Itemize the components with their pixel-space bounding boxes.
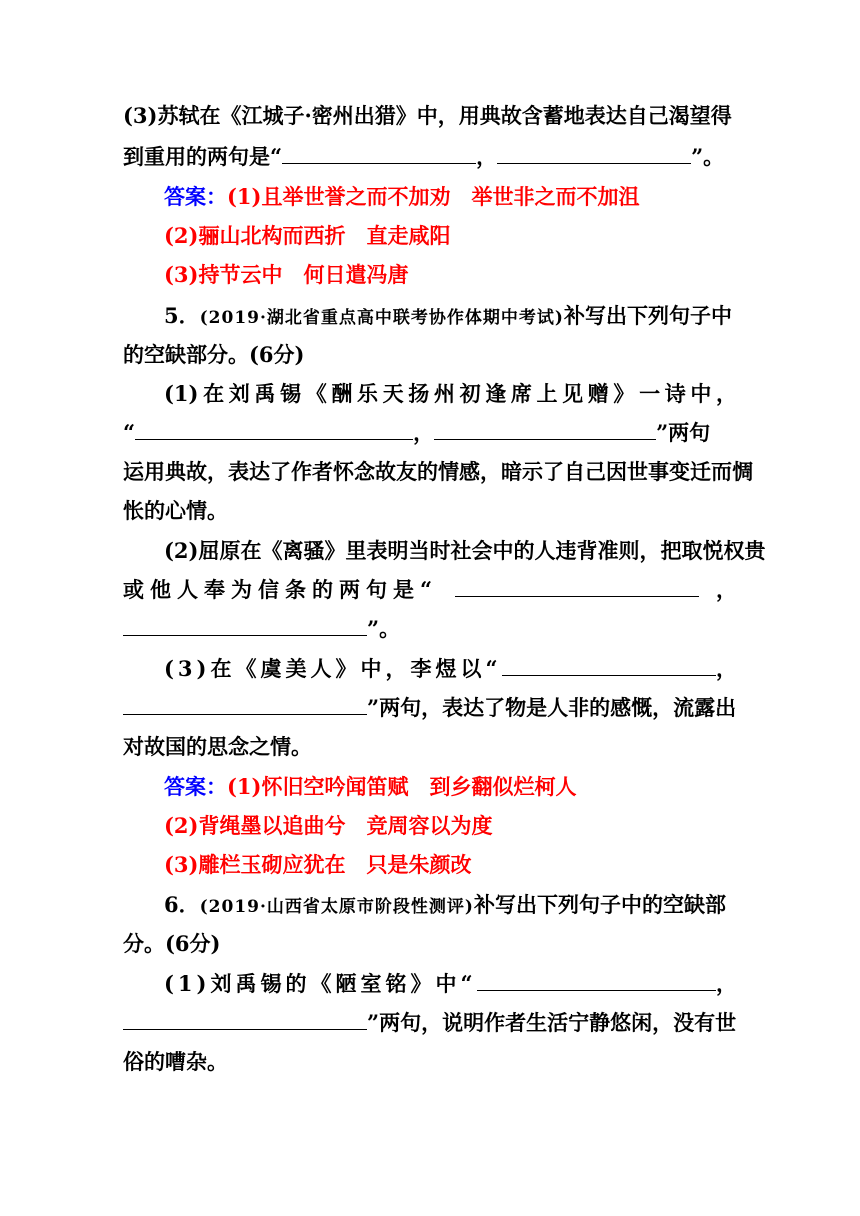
q6-item1-line3: 俗的嘈杂。 xyxy=(123,1049,228,1074)
question-source: (2019·湖北省重点高中联考协作体期中考试) xyxy=(199,308,564,328)
q6-item1-line1 xyxy=(164,964,737,1004)
q5-item3-line2 xyxy=(123,688,737,728)
text: 或他人奉为信条的两句是“ xyxy=(123,577,439,602)
question-number: 5． xyxy=(164,303,200,328)
text: ”两句，说明作者生活宁静悠闲，没有世 xyxy=(367,1010,737,1035)
text: ”。 xyxy=(367,616,401,641)
question-source: (2019·山西省太原市阶段性测评) xyxy=(199,897,474,917)
q4-item3-line1: (3)苏轼在《江城子·密州出猎》中，用典故含蓄地表达自己渴望得 xyxy=(123,103,732,128)
q5-item1-line1: (1)在刘禹锡《酬乐天扬州初逢席上见赠》一诗中， xyxy=(164,381,737,406)
text: “ xyxy=(123,420,136,445)
answer4-line1 xyxy=(164,177,778,217)
text: ， xyxy=(716,656,737,681)
q5-item1-line2 xyxy=(123,413,737,453)
text: (1)刘禹锡的《陋室铭》中“ xyxy=(164,971,477,996)
answer5-line3: (3)雕栏玉砌应犹在 只是朱颜改 xyxy=(164,852,472,877)
answer-blank[interactable] xyxy=(455,574,699,597)
text: ， xyxy=(413,420,435,445)
q5-item3-line3: 对故国的思念之情。 xyxy=(123,734,312,759)
text: ， xyxy=(476,144,498,169)
q5-item1-line3: 运用典故，表达了作者怀念故友的情感，暗示了自己因世事变迁而惆 xyxy=(123,459,753,484)
answer-blank[interactable] xyxy=(123,1007,367,1030)
answer-text: (1)怀旧空吟闻笛赋 到乡翻似烂柯人 xyxy=(227,774,577,799)
q5-item1-line4: 怅的心情。 xyxy=(123,498,228,523)
q6-stem-line2: 分。(6分) xyxy=(123,931,221,956)
text: 到重用的两句是“ xyxy=(123,144,283,169)
text: 补写出下列句子中的空缺部 xyxy=(473,892,726,917)
answer-blank[interactable] xyxy=(502,653,716,676)
answer-blank[interactable] xyxy=(135,417,413,440)
answer5-line1 xyxy=(164,767,778,807)
answer4-line2: (2)骊山北构而西折 直走咸阳 xyxy=(164,223,451,248)
text: ”两句，表达了物是人非的感慨，流露出 xyxy=(367,695,737,720)
q5-item3-line1 xyxy=(164,649,737,689)
answer-blank[interactable] xyxy=(477,968,716,991)
text: ， xyxy=(716,971,737,996)
answer-blank[interactable] xyxy=(123,692,367,715)
answer-blank[interactable] xyxy=(497,141,691,164)
answer-text: (1)且举世誉之而不加劝 举世非之而不加沮 xyxy=(227,184,640,209)
text: 补写出下列句子中 xyxy=(563,303,732,328)
q6-item1-line2 xyxy=(123,1003,737,1043)
answer5-line2: (2)背绳墨以追曲兮 竞周容以为度 xyxy=(164,813,493,838)
q5-item2-line2 xyxy=(123,570,737,610)
text: ， xyxy=(715,577,737,602)
answer-blank[interactable] xyxy=(434,417,656,440)
q6-stem-line1 xyxy=(164,885,737,925)
text: (3)在《虞美人》中，李煜以“ xyxy=(164,656,502,681)
question-number: 6． xyxy=(164,892,200,917)
q5-stem-line2: 的空缺部分。(6分) xyxy=(123,342,305,367)
text: ”。 xyxy=(691,144,725,169)
answer-label: 答案： xyxy=(164,184,227,209)
answer-blank[interactable] xyxy=(123,613,367,636)
q4-item3-line2 xyxy=(123,137,737,177)
text: ”两句 xyxy=(656,420,711,445)
q5-stem-line1 xyxy=(164,296,737,336)
answer-label: 答案： xyxy=(164,774,227,799)
answer4-line3: (3)持节云中 何日遣冯唐 xyxy=(164,262,409,287)
answer-blank[interactable] xyxy=(282,141,476,164)
q5-item2-line1: (2)屈原在《离骚》里表明当时社会中的人违背准则，把取悦权贵 xyxy=(164,538,766,563)
q5-item2-line3 xyxy=(123,609,737,649)
